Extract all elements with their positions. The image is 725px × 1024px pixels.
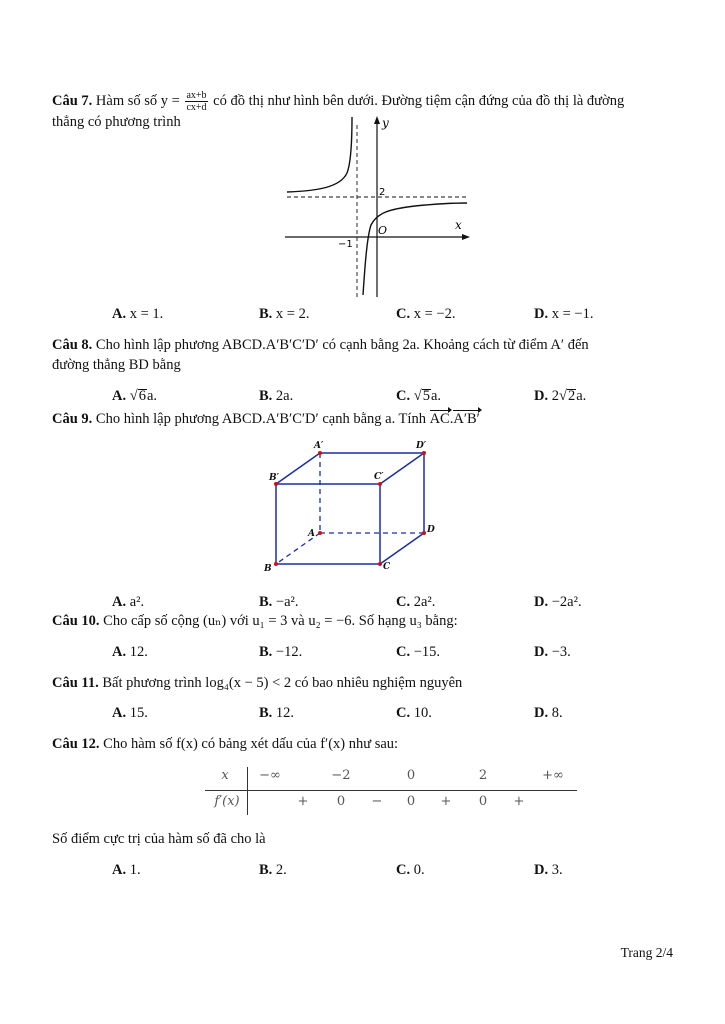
q8-label: Câu 8.	[52, 337, 93, 353]
table-sign: 0	[478, 794, 488, 809]
answer-pre: 2	[551, 388, 559, 404]
answer-text: 3.	[551, 862, 563, 878]
q10-answer-c	[396, 644, 440, 661]
answer-post: a.	[576, 388, 587, 404]
label-D: D	[427, 525, 435, 535]
label-C1: C′	[374, 472, 384, 482]
answer-key: A.	[112, 594, 127, 610]
q7-answer-a	[112, 306, 163, 323]
answer-key: C.	[396, 862, 411, 878]
right-branch	[363, 203, 467, 295]
label-D1: D′	[416, 441, 427, 451]
table-head-fprime: f′(x)	[214, 794, 240, 809]
answer-key: A.	[112, 862, 127, 878]
q12-answer-a	[112, 862, 141, 879]
q8-answer-c: C. √5a.	[396, 388, 442, 404]
answer-key: B.	[259, 388, 273, 404]
q8-line2: đường thẳng BD bằng	[52, 357, 181, 373]
q10-answer-b	[259, 644, 302, 661]
table-horizontal-line	[205, 790, 577, 791]
q11-text: Bất phương trình log₄(x − 5) < 2 có bao nhiêu nghiệm nguyên	[102, 675, 463, 691]
q7-answer-d	[534, 306, 593, 323]
q12-after-text: Số điểm cực trị của hàm số đã cho là	[52, 831, 266, 847]
answer-key: A.	[112, 388, 127, 404]
q10-line	[52, 613, 458, 630]
answer-post: a.	[146, 388, 158, 404]
answer-text: x = −2.	[413, 306, 456, 322]
page-number: Trang 2/4	[620, 945, 673, 960]
q9-answer-a	[112, 594, 144, 611]
y-axis-arrow	[374, 116, 380, 124]
answer-text: 12.	[275, 705, 295, 721]
answer-key: B.	[259, 644, 273, 660]
y-axis-label: y	[382, 116, 389, 130]
origin-label: O	[378, 224, 388, 237]
answer-text: −a².	[275, 594, 299, 610]
q12-answer-c	[396, 862, 425, 879]
q7-frac-num: ax+b	[186, 90, 207, 101]
q9-dot: .	[449, 411, 454, 427]
answer-key: A.	[112, 705, 127, 721]
q9-answer-d	[534, 594, 582, 611]
answer-key: C.	[396, 705, 411, 721]
table-x-value: −2	[331, 768, 351, 783]
q11-answer-b	[259, 705, 294, 722]
answer-key: C.	[396, 594, 411, 610]
q9-cube	[258, 438, 438, 576]
q10-text: Cho cấp số cộng (uₙ) với u₁ = 3 và u₂ = −6. Số hạng u₃ bằng:	[103, 613, 458, 629]
q8-line1	[52, 337, 589, 354]
q8-text-a: Cho hình lập phương ABCD.A′B′C′D′ có cạnh bằng 2a. Khoảng cách từ điểm A′ đến	[95, 337, 589, 353]
answer-text: 0.	[413, 862, 425, 878]
answer-text: x = 1.	[129, 306, 164, 322]
label-B: B	[264, 564, 272, 574]
q7-frac-den: cx+d	[186, 102, 207, 113]
answer-key: A.	[112, 306, 127, 322]
q11-answer-a	[112, 705, 148, 722]
q12-answer-b	[259, 862, 287, 879]
label-C: C	[383, 562, 391, 572]
answer-text: −2a².	[551, 594, 582, 610]
answer-text: −3.	[551, 644, 571, 660]
left-branch	[287, 117, 352, 192]
answer-key: D.	[534, 388, 549, 404]
table-head-x: x	[221, 768, 229, 783]
q7-text-b: có đồ thị như hình bên dưới. Đường tiệm cận đứng của đồ thị là đường	[213, 92, 625, 109]
q9-answer-c	[396, 594, 435, 611]
table-sign: 0	[336, 794, 346, 809]
q10-label: Câu 10.	[52, 613, 100, 629]
answer-key: C.	[396, 388, 411, 404]
answer-text: 8.	[551, 705, 563, 721]
answer-text: 12.	[129, 644, 148, 660]
q9-label: Câu 9.	[52, 411, 93, 427]
q7-line2: thẳng có phương trình	[52, 114, 181, 130]
hidden-edges	[276, 453, 424, 564]
x-axis-label: x	[455, 218, 462, 232]
answer-key: D.	[534, 862, 549, 878]
answer-text: 2.	[275, 862, 287, 878]
table-sign: 0	[406, 794, 416, 809]
q12-answer-d	[534, 862, 563, 879]
answer-key: C.	[396, 644, 411, 660]
q8-answer-b	[259, 388, 293, 405]
q11-answer-c	[396, 705, 432, 722]
answer-post: a.	[430, 388, 442, 404]
q12-label: Câu 12.	[52, 736, 100, 752]
q11-answer-d	[534, 705, 563, 722]
q8-answer-a: A. √6a.	[112, 388, 158, 404]
q12-text: Cho hàm số f(x) có bảng xét dấu của f′(x) như sau:	[103, 736, 399, 752]
q9-text-a: Cho hình lập phương ABCD.A′B′C′D′ cạnh bằng a. Tính	[95, 411, 426, 427]
x-axis-arrow	[462, 234, 470, 240]
q7-fraction	[185, 90, 207, 113]
answer-text: 1.	[129, 862, 141, 878]
table-sign: +	[440, 794, 452, 809]
answer-key: D.	[534, 306, 549, 322]
radicand: 2	[567, 388, 576, 404]
q7-answer-b	[259, 306, 309, 323]
answer-key: D.	[534, 644, 549, 660]
q7-line1	[52, 90, 624, 113]
answer-text: 10.	[413, 705, 432, 721]
answer-text: x = 2.	[275, 306, 310, 322]
table-sign: +	[297, 794, 309, 809]
q7-text-a: Hàm số số y =	[95, 92, 180, 109]
table-sign: +	[513, 794, 525, 809]
q7-label: Câu 7.	[52, 92, 93, 109]
q7-answer-c	[396, 306, 455, 323]
answer-key: B.	[259, 862, 273, 878]
answer-text: a².	[129, 594, 145, 610]
label-B1: B′	[269, 473, 279, 483]
q9-line1	[52, 411, 480, 428]
table-x-value: −∞	[259, 768, 281, 783]
table-sign: −	[371, 794, 383, 809]
q11-line	[52, 675, 462, 692]
answer-text: −15.	[413, 644, 441, 660]
answer-key: B.	[259, 705, 273, 721]
q12-line	[52, 736, 398, 753]
answer-key: D.	[534, 705, 549, 721]
label-A: A	[308, 529, 315, 539]
table-x-value: +∞	[542, 768, 564, 783]
q10-answer-a	[112, 644, 148, 661]
q7-graph	[285, 115, 475, 297]
y-tick-2: 2	[379, 187, 386, 198]
answer-key: D.	[534, 594, 549, 610]
q9-answer-b	[259, 594, 299, 611]
table-x-value: 2	[478, 768, 488, 783]
answer-text: 15.	[129, 705, 148, 721]
answer-key: B.	[259, 594, 273, 610]
q9-vector-ac: AC	[429, 411, 450, 427]
visible-edges	[276, 453, 424, 564]
q8-answer-d: D. 2√2a.	[534, 388, 587, 404]
answer-text: 2a.	[275, 388, 294, 404]
answer-key: B.	[259, 306, 273, 322]
answer-text: 2a².	[413, 594, 436, 610]
x-tick-minus1: −1	[338, 239, 353, 250]
label-A1: A′	[314, 441, 324, 451]
answer-key: A.	[112, 644, 127, 660]
answer-text: −12.	[275, 644, 303, 660]
q10-answer-d	[534, 644, 571, 661]
answer-key: C.	[396, 306, 411, 322]
q9-vector-a1b1: A′B′	[453, 411, 480, 427]
answer-text: x = −1.	[551, 306, 594, 322]
radicand: 6	[138, 388, 146, 404]
sign-table	[205, 765, 577, 817]
radicand: 5	[422, 388, 430, 404]
q11-label: Câu 11.	[52, 675, 99, 691]
table-x-value: 0	[406, 768, 416, 783]
